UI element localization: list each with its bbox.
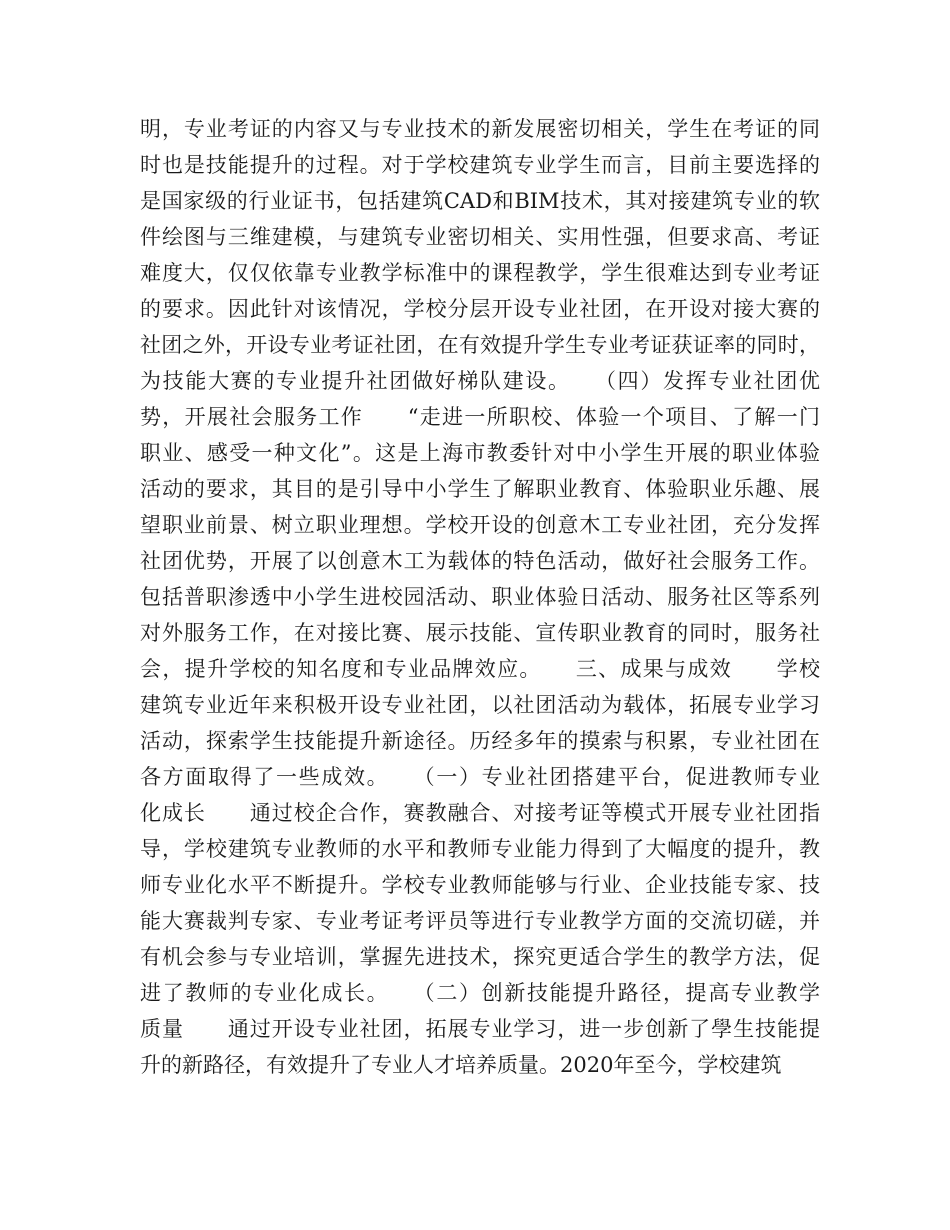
text-line-14: 包括普职渗透中小学生进校园活动、职业体验日活动、服务社区等系列 [140, 585, 820, 609]
text-line-7: 社团之外，开设专业考证社团，在有效提升学生专业考证获证率的同时， [140, 333, 820, 357]
text-line-6: 的要求。因此针对该情况，学校分层开设专业社团，在开设对接大赛的 [140, 297, 820, 321]
text-line-11: 活动的要求，其目的是引导中小学生了解职业教育、体验职业乐趣、展 [140, 477, 820, 501]
text-line-12: 望职业前景、树立职业理想。学校开设的创意木工专业社团，充分发挥 [140, 513, 820, 537]
text-line-16: 会，提升学校的知名度和专业品牌效应。 三、成果与成效 学校 [140, 657, 820, 681]
text-line-20: 化成长 通过校企合作，赛教融合、对接考证等模式开展专业社团指 [140, 801, 820, 825]
text-line-3: 是国家级的行业证书，包括建筑CAD和BIM技术，其对接建筑专业的软 [140, 189, 820, 213]
text-line-15: 对外服务工作，在对接比赛、展示技能、宣传职业教育的同时，服务社 [140, 621, 820, 645]
text-line-17: 建筑专业近年来积极开设专业社团，以社团活动为载体，拓展专业学习 [140, 693, 820, 717]
text-line-5: 难度大，仅仅依靠专业教学标准中的课程教学，学生很难达到专业考证 [140, 261, 820, 285]
text-line-2: 时也是技能提升的过程。对于学校建筑专业学生而言，目前主要选择的 [140, 153, 820, 177]
body-text [140, 111, 820, 1083]
text-line-26: 质量 通过开设专业社团，拓展专业学习，进一步创新了學生技能提 [140, 1017, 820, 1041]
text-line-27: 升的新路径，有效提升了专业人才培养质量。2020年至今，学校建筑 [140, 1053, 782, 1077]
text-line-23: 能大赛裁判专家、专业考证考评员等进行专业教学方面的交流切磋，并 [140, 909, 820, 933]
text-line-8: 为技能大赛的专业提升社团做好梯队建设。 （四）发挥专业社团优 [140, 369, 820, 393]
text-line-1: 明，专业考证的内容又与专业技术的新发展密切相关，学生在考证的同 [140, 117, 820, 141]
text-line-13: 社团优势，开展了以创意木工为载体的特色活动，做好社会服务工作。 [140, 549, 820, 573]
text-line-25: 进了教师的专业化成长。 （二）创新技能提升路径，提高专业教学 [140, 981, 820, 1005]
text-line-21: 导，学校建筑专业教师的水平和教师专业能力得到了大幅度的提升，教 [140, 837, 820, 861]
text-line-10: 职业、感受一种文化”。这是上海市教委针对中小学生开展的职业体验 [140, 441, 820, 465]
text-line-18: 活动，探索学生技能提升新途径。历经多年的摸索与积累，专业社团在 [140, 729, 820, 753]
text-line-9: 势，开展社会服务工作 “走进一所职校、体验一个项目、了解一门 [140, 405, 820, 429]
text-line-22: 师专业化水平不断提升。学校专业教师能够与行业、企业技能专家、技 [140, 873, 820, 897]
text-line-4: 件绘图与三维建模，与建筑专业密切相关、实用性强，但要求高、考证 [140, 225, 820, 249]
text-line-24: 有机会参与专业培训，掌握先进技术，探究更适合学生的教学方法，促 [140, 945, 820, 969]
text-line-19: 各方面取得了一些成效。 （一）专业社团搭建平台，促进教师专业 [140, 765, 820, 789]
